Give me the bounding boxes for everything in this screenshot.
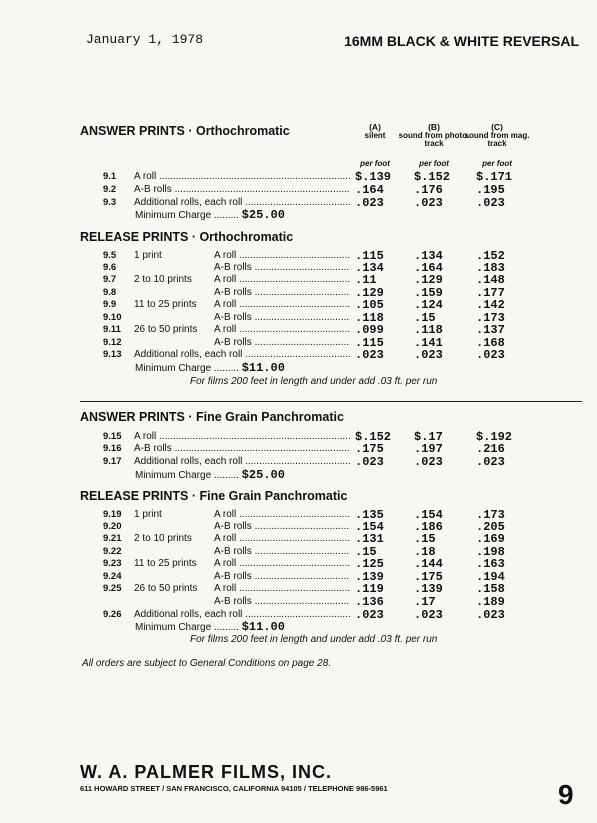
price-c: .142 xyxy=(476,298,505,312)
price-b: .023 xyxy=(414,455,443,469)
price-b: .164 xyxy=(414,261,443,275)
item-number: 9.17 xyxy=(103,456,122,467)
table-row xyxy=(0,349,597,361)
item-description: A roll ..... xyxy=(134,171,350,183)
price-a: .115 xyxy=(355,249,384,263)
section-title-answer-ortho: ANSWER PRINTS · Orthochromatic xyxy=(80,124,290,138)
price-c: .152 xyxy=(476,249,505,263)
company-name: W. A. PALMER FILMS, INC. xyxy=(80,762,332,782)
minimum-charge-label: Minimum Charge ......... xyxy=(135,622,239,633)
price-b: .186 xyxy=(414,520,443,534)
general-conditions-note: All orders are subject to General Conditions on page 28. xyxy=(82,658,332,669)
price-a: $.139 xyxy=(355,170,392,184)
table-row xyxy=(0,184,597,196)
table-row xyxy=(0,262,597,274)
price-b: .18 xyxy=(414,545,436,559)
table-row xyxy=(0,583,597,595)
item-number: 9.11 xyxy=(103,324,121,335)
column-letter: (B) xyxy=(428,122,440,132)
table-row xyxy=(0,521,597,533)
item-number: 9.12 xyxy=(103,337,122,348)
price-a: .136 xyxy=(355,595,384,609)
price-b: .144 xyxy=(414,557,443,571)
item-description: Additional rolls, each roll ..... xyxy=(134,609,350,621)
item-number: 9.9 xyxy=(103,299,117,310)
price-a: .11 xyxy=(355,273,377,287)
column-letter: (A) xyxy=(369,122,381,132)
item-description: A-B rolls ..... xyxy=(134,443,350,455)
item-description: A-B rolls ..... xyxy=(214,287,350,299)
price-c: .173 xyxy=(476,508,505,522)
item-description: A roll ..... xyxy=(214,274,350,286)
price-c: .173 xyxy=(476,311,505,325)
table-row xyxy=(0,324,597,336)
page-date: January 1, 1978 xyxy=(86,32,204,47)
print-quantity: 26 to 50 prints xyxy=(134,324,198,335)
price-a: .164 xyxy=(355,183,384,197)
company-address: 611 HOWARD STREET / SAN FRANCISCO, CALIFORNIA 94105 / TELEPHONE 986-5961 xyxy=(80,784,388,793)
minimum-charge-amount: $11.00 xyxy=(241,361,285,375)
item-description: A-B rolls ..... xyxy=(214,312,350,324)
item-number: 9.7 xyxy=(103,274,117,285)
table-row xyxy=(0,456,597,468)
item-number: 9.15 xyxy=(103,431,122,442)
price-c: .183 xyxy=(476,261,505,275)
column-letter: (C) xyxy=(491,122,503,132)
column-label: silent xyxy=(364,130,386,140)
item-number: 9.21 xyxy=(103,533,122,544)
item-description: A-B rolls ..... xyxy=(214,571,350,583)
item-description: A roll ..... xyxy=(214,558,350,570)
price-b: .197 xyxy=(414,442,443,456)
table-row xyxy=(0,609,597,621)
price-c: .169 xyxy=(476,532,505,546)
item-number: 9.22 xyxy=(103,546,122,557)
print-quantity: 2 to 10 prints xyxy=(134,274,192,285)
price-c: .194 xyxy=(476,570,505,584)
price-c: $.192 xyxy=(476,430,513,444)
price-b: .159 xyxy=(414,286,443,300)
item-description: A roll ..... xyxy=(134,431,350,443)
price-c: .137 xyxy=(476,323,505,337)
table-row xyxy=(0,171,597,183)
price-c: $.171 xyxy=(476,170,513,184)
table-row xyxy=(0,443,597,455)
price-c: .023 xyxy=(476,608,505,622)
price-b: .175 xyxy=(414,570,443,584)
item-description: A-B rolls ..... xyxy=(214,546,350,558)
item-number: 9.5 xyxy=(103,250,117,261)
column-header-c xyxy=(458,123,536,149)
minimum-charge-label: Minimum Charge ......... xyxy=(135,363,239,374)
price-b: .141 xyxy=(414,336,443,350)
item-number: 9.26 xyxy=(103,609,122,620)
print-quantity: 2 to 10 prints xyxy=(134,533,192,544)
price-c: .023 xyxy=(476,196,505,210)
item-description: A-B rolls ..... xyxy=(214,521,350,533)
minimum-charge-amount: $11.00 xyxy=(241,620,285,634)
table-row xyxy=(0,596,597,608)
table-row xyxy=(0,337,597,349)
minimum-charge-amount: $25.00 xyxy=(241,208,285,222)
price-b: .124 xyxy=(414,298,443,312)
price-b: .129 xyxy=(414,273,443,287)
table-row xyxy=(0,509,597,521)
section-title-answer-pan: ANSWER PRINTS · Fine Grain Panchromatic xyxy=(80,410,344,424)
item-description: Additional rolls, each roll ..... xyxy=(134,349,350,361)
price-b: .154 xyxy=(414,508,443,522)
price-a: .105 xyxy=(355,298,384,312)
item-description: A roll ..... xyxy=(214,583,350,595)
price-c: .198 xyxy=(476,545,505,559)
price-a: .023 xyxy=(355,608,384,622)
table-row xyxy=(0,312,597,324)
item-description: A roll ..... xyxy=(214,250,350,262)
price-b: $.17 xyxy=(414,430,443,444)
table-row xyxy=(0,299,597,311)
price-b: .023 xyxy=(414,348,443,362)
item-number: 9.20 xyxy=(103,521,122,532)
item-number: 9.1 xyxy=(103,171,117,182)
item-description: A-B rolls ..... xyxy=(214,262,350,274)
item-number: 9.3 xyxy=(103,197,117,208)
print-quantity: 1 print xyxy=(134,250,162,261)
item-description: A roll ..... xyxy=(214,324,350,336)
item-number: 9.25 xyxy=(103,583,122,594)
price-a: .135 xyxy=(355,508,384,522)
price-c: .189 xyxy=(476,595,505,609)
price-a: .129 xyxy=(355,286,384,300)
price-a: .125 xyxy=(355,557,384,571)
item-number: 9.13 xyxy=(103,349,122,360)
table-row xyxy=(0,558,597,570)
print-quantity: 11 to 25 prints xyxy=(134,299,197,310)
section-title-release-pan: RELEASE PRINTS · Fine Grain Panchromatic xyxy=(80,489,348,503)
item-description: Additional rolls, each roll ..... xyxy=(134,197,350,209)
price-b: .15 xyxy=(414,311,436,325)
price-a: .099 xyxy=(355,323,384,337)
column-label: sound from photo. track xyxy=(398,130,470,148)
item-description: A-B rolls ..... xyxy=(214,596,350,608)
minimum-charge xyxy=(135,468,285,482)
item-number: 9.6 xyxy=(103,262,117,273)
item-number: 9.23 xyxy=(103,558,122,569)
price-c: .216 xyxy=(476,442,505,456)
print-quantity: 1 print xyxy=(134,509,162,520)
minimum-charge xyxy=(135,620,285,634)
price-a: .175 xyxy=(355,442,384,456)
price-c: .177 xyxy=(476,286,505,300)
item-description: A roll ..... xyxy=(214,533,350,545)
per-foot-label-c: per foot xyxy=(482,159,512,168)
table-row xyxy=(0,571,597,583)
minimum-charge-amount: $25.00 xyxy=(241,468,285,482)
price-c: .195 xyxy=(476,183,505,197)
item-number: 9.2 xyxy=(103,184,117,195)
item-number: 9.24 xyxy=(103,571,122,582)
price-a: .15 xyxy=(355,545,377,559)
table-row xyxy=(0,287,597,299)
minimum-charge-label: Minimum Charge ......... xyxy=(135,210,239,221)
table-row xyxy=(0,197,597,209)
price-b: .17 xyxy=(414,595,436,609)
price-a: .115 xyxy=(355,336,384,350)
price-c: .205 xyxy=(476,520,505,534)
print-quantity: 11 to 25 prints xyxy=(134,558,197,569)
minimum-charge xyxy=(135,208,285,222)
item-description: A roll ..... xyxy=(214,509,350,521)
price-c: .148 xyxy=(476,273,505,287)
minimum-charge xyxy=(135,361,285,375)
price-a: .139 xyxy=(355,570,384,584)
print-quantity: 26 to 50 prints xyxy=(134,583,198,594)
section-divider xyxy=(80,401,582,402)
section-title-release-ortho: RELEASE PRINTS · Orthochromatic xyxy=(80,230,294,244)
price-a: .131 xyxy=(355,532,384,546)
table-row xyxy=(0,533,597,545)
price-a: .134 xyxy=(355,261,384,275)
page-title: 16MM BLACK & WHITE REVERSAL xyxy=(344,33,579,49)
item-number: 9.19 xyxy=(103,509,122,520)
table-row xyxy=(0,274,597,286)
table-row xyxy=(0,250,597,262)
price-b: $.152 xyxy=(414,170,451,184)
price-b: .15 xyxy=(414,532,436,546)
price-c: .158 xyxy=(476,582,505,596)
column-label: sound from mag. track xyxy=(464,130,530,148)
minimum-charge-label: Minimum Charge ......... xyxy=(135,470,239,481)
price-a: .119 xyxy=(355,582,384,596)
price-b: .139 xyxy=(414,582,443,596)
price-a: .154 xyxy=(355,520,384,534)
price-c: .163 xyxy=(476,557,505,571)
short-film-note: For films 200 feet in length and under add .03 ft. per run xyxy=(190,376,438,387)
price-a: $.152 xyxy=(355,430,392,444)
price-b: .134 xyxy=(414,249,443,263)
table-row xyxy=(0,431,597,443)
price-a: .118 xyxy=(355,311,384,325)
item-description: Additional rolls, each roll ..... xyxy=(134,456,350,468)
item-number: 9.10 xyxy=(103,312,122,323)
price-a: .023 xyxy=(355,196,384,210)
table-row xyxy=(0,546,597,558)
price-a: .023 xyxy=(355,348,384,362)
price-b: .023 xyxy=(414,196,443,210)
price-a: .023 xyxy=(355,455,384,469)
page-number: 9 xyxy=(558,779,574,810)
price-c: .023 xyxy=(476,455,505,469)
item-description: A roll ..... xyxy=(214,299,350,311)
item-number: 9.16 xyxy=(103,443,122,454)
price-c: .023 xyxy=(476,348,505,362)
price-b: .023 xyxy=(414,608,443,622)
item-description: A-B rolls ..... xyxy=(214,337,350,349)
price-b: .176 xyxy=(414,183,443,197)
item-number: 9.8 xyxy=(103,287,117,298)
per-foot-label-a: per foot xyxy=(360,159,390,168)
per-foot-label-b: per foot xyxy=(419,159,449,168)
price-c: .168 xyxy=(476,336,505,350)
item-description: A-B rolls ..... xyxy=(134,184,350,196)
short-film-note: For films 200 feet in length and under add .03 ft. per run xyxy=(190,634,438,645)
price-b: .118 xyxy=(414,323,443,337)
